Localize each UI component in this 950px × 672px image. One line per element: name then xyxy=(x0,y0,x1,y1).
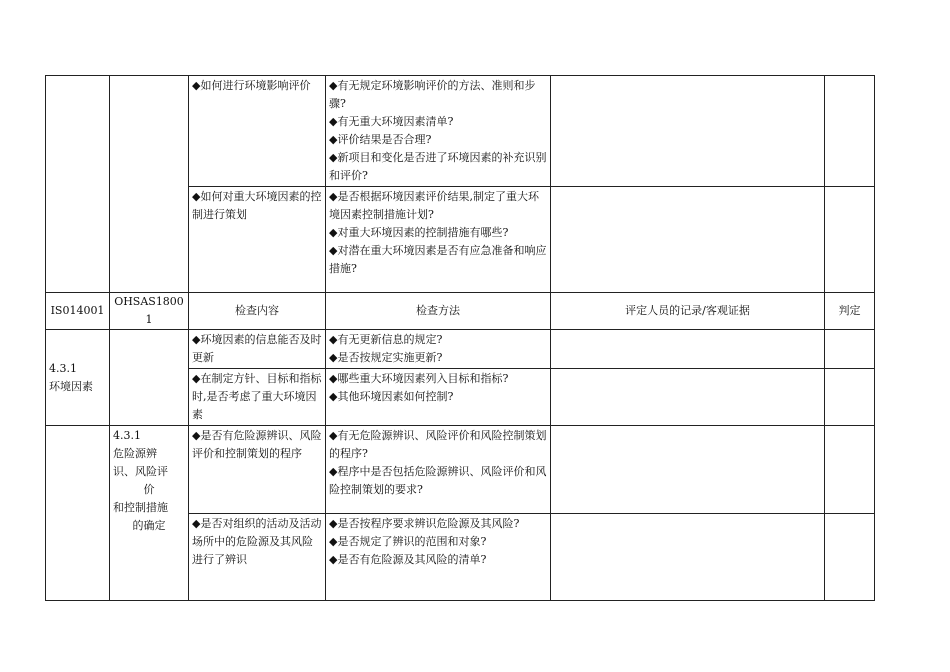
judgment-cell xyxy=(825,187,875,293)
method-item: ◆是否根据环境因素评价结果,制定了重大环境因素控制措施计划? xyxy=(329,190,539,221)
check-method-cell xyxy=(326,330,551,369)
clause-number: 4.3.1 xyxy=(49,361,77,375)
method-item: ◆有无规定环境影响评价的方法、准则和步骤? xyxy=(329,79,536,110)
judgment-cell xyxy=(825,369,875,426)
header-method: 检查方法 xyxy=(326,293,551,330)
check-content-cell: ◆在制定方针、目标和指标时,是否考虑了重大环境因素 xyxy=(189,369,326,426)
iso-cell-empty xyxy=(46,76,110,293)
record-cell xyxy=(551,76,825,187)
header-ohsas: OHSAS18001 xyxy=(110,293,189,330)
clause-number: 4.3.1 xyxy=(113,429,141,442)
iso-cell-empty xyxy=(46,426,110,601)
method-item: ◆有无重大环境因素清单? xyxy=(329,115,454,128)
method-item: ◆其他环境因素如何控制? xyxy=(329,390,454,403)
method-item: ◆新项目和变化是否进了环境因素的补充识别和评价? xyxy=(329,151,547,182)
method-item: ◆哪些重大环境因素列入目标和指标? xyxy=(329,372,509,385)
env-clause-cell xyxy=(46,330,110,426)
audit-checklist-table xyxy=(45,75,875,601)
method-item: ◆有无更新信息的规定? xyxy=(329,333,443,346)
record-cell xyxy=(551,514,825,601)
table-row xyxy=(46,76,875,187)
header-content: 检查内容 xyxy=(189,293,326,330)
header-record: 评定人员的记录/客观证据 xyxy=(551,293,825,330)
method-item: ◆是否规定了辨识的范围和对象? xyxy=(329,535,487,548)
judgment-cell xyxy=(825,76,875,187)
check-content-cell: ◆如何进行环境影响评价 xyxy=(189,76,326,187)
ohs-clause-cell xyxy=(110,426,189,601)
check-content-cell: ◆环境因素的信息能否及时更新 xyxy=(189,330,326,369)
ohsas-cell-empty xyxy=(110,76,189,293)
header-iso: IS014001 xyxy=(46,293,110,330)
record-cell xyxy=(551,330,825,369)
record-cell xyxy=(551,426,825,514)
method-item: ◆评价结果是否合理? xyxy=(329,133,432,146)
judgment-cell xyxy=(825,514,875,601)
table-row xyxy=(46,426,875,514)
method-item: ◆程序中是否包括危险源辨识、风险评价和风险控制策划的要求? xyxy=(329,465,547,496)
clause-title-line: 和控制措施 xyxy=(113,501,168,514)
table-row xyxy=(46,330,875,369)
check-method-cell xyxy=(326,187,551,293)
check-content-cell: ◆是否有危险源辨识、风险评价和控制策划的程序 xyxy=(189,426,326,514)
record-cell xyxy=(551,187,825,293)
method-item: ◆对潜在重大环境因素是否有应急准备和响应措施? xyxy=(329,244,547,275)
check-method-cell xyxy=(326,514,551,601)
clause-title-line: 识、风险评 xyxy=(113,465,168,478)
method-item: ◆对重大环境因素的控制措施有哪些? xyxy=(329,226,509,239)
record-cell xyxy=(551,369,825,426)
header-judgment: 判定 xyxy=(825,293,875,330)
clause-title-line: 价 xyxy=(143,483,155,496)
judgment-cell xyxy=(825,426,875,514)
check-content-cell: ◆如何对重大环境因素的控制进行策划 xyxy=(189,187,326,293)
clause-title-line: 的确定 xyxy=(132,519,166,532)
method-item: ◆是否有危险源及其风险的清单? xyxy=(329,553,487,566)
check-method-cell xyxy=(326,369,551,426)
method-item: ◆是否按程序要求辨识危险源及其风险? xyxy=(329,517,520,530)
check-method-cell xyxy=(326,426,551,514)
clause-title-line: 危险源辨 xyxy=(113,447,157,460)
check-content-cell: ◆是否对组织的活动及活动场所中的危险源及其风险进行了辨识 xyxy=(189,514,326,601)
method-item: ◆有无危险源辨识、风险评价和风险控制策划的程序? xyxy=(329,429,547,460)
method-item: ◆是否按规定实施更新? xyxy=(329,351,443,364)
clause-title: 环境因素 xyxy=(49,379,93,393)
judgment-cell xyxy=(825,330,875,369)
table-header-row xyxy=(46,293,875,330)
ohsas-cell-empty xyxy=(110,330,189,426)
check-method-cell xyxy=(326,76,551,187)
